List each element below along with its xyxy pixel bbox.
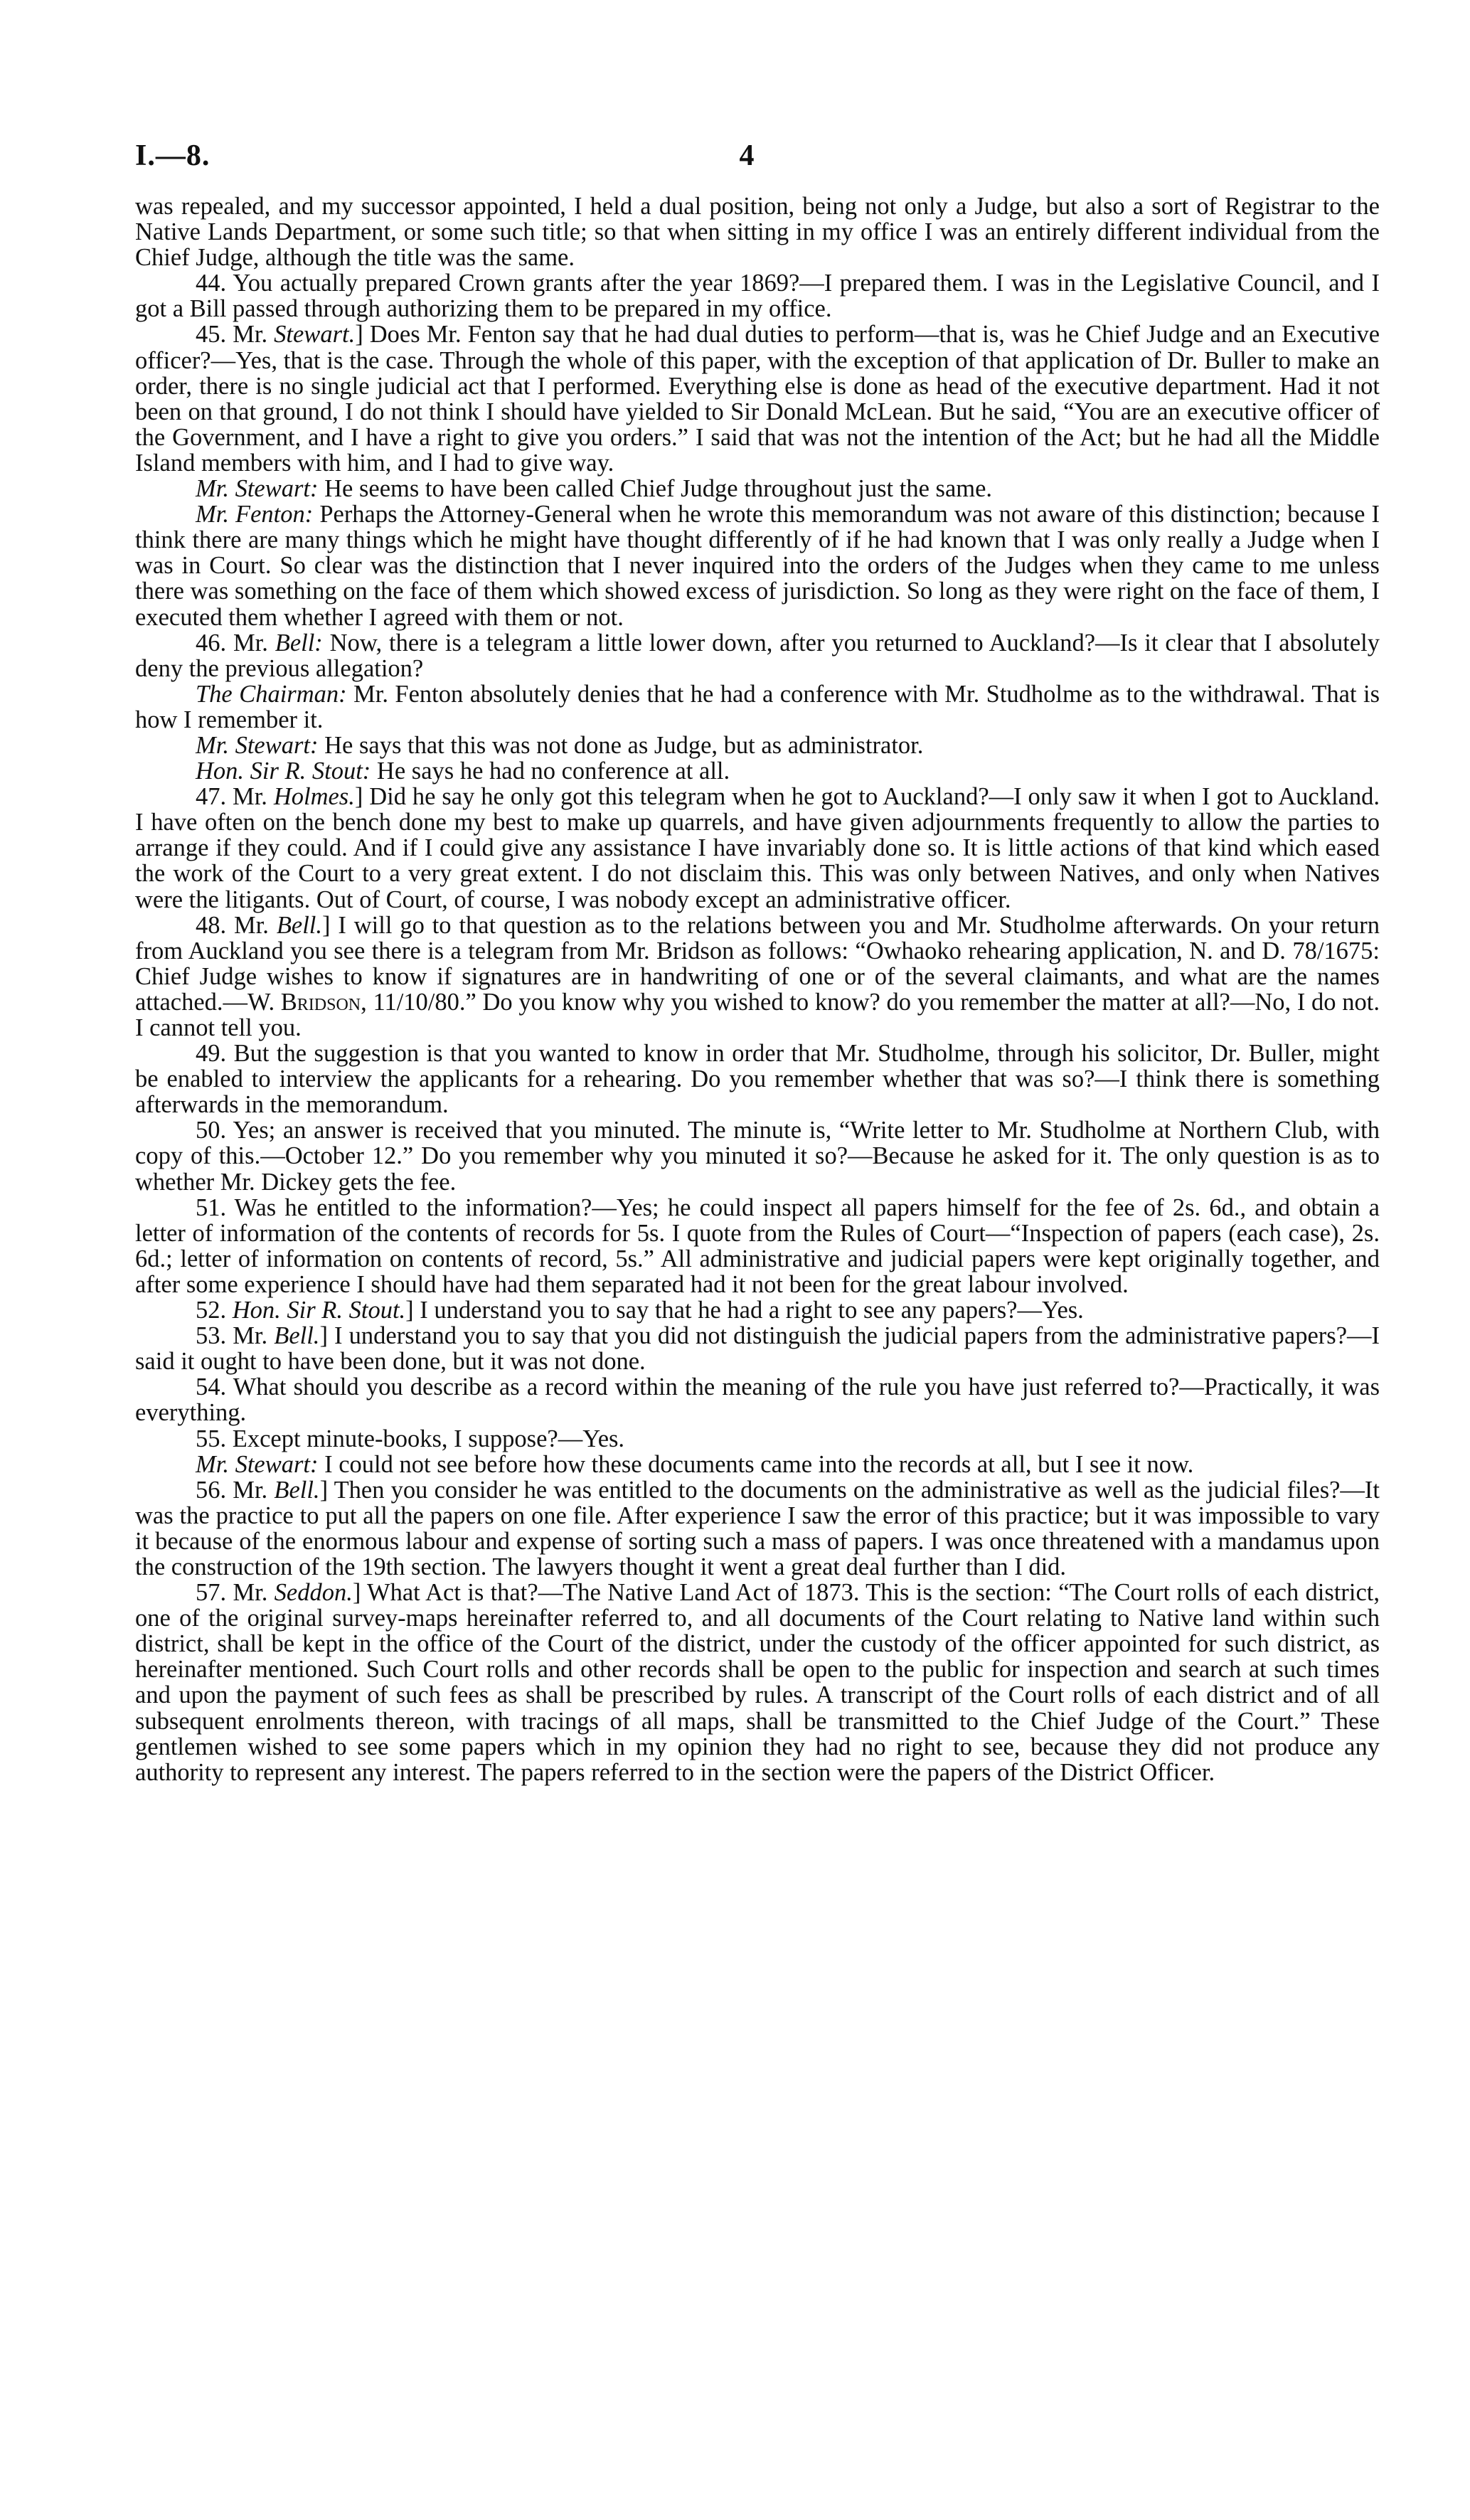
paragraph: 45. Mr. Stewart.] Does Mr. Fenton say that he had dual duties to perform—that is, was he Chief Judge and an Executive officer?—Yes, that is the case. Through the whole of this paper, with the exception of that application of Dr. Buller to make an order, there is no single judicial act that I performed. Everything else is done as head of the executive department. Had it not been on that ground, I do not think I should have yielded to Sir Donald McLean. But he said, “You are an executive officer of the Government, and I have a right to give you orders.” I said that was not the intention of the Act; but he had all the Middle Island members with him, and I had to give way.	[135, 321, 1380, 477]
speaker-name: Holmes.	[273, 783, 355, 811]
paragraph: Mr. Stewart: He says that this was not done as Judge, but as administrator.	[196, 731, 924, 759]
paragraph: Mr. Stewart: He seems to have been called Chief Judge throughout just the same.	[196, 475, 993, 503]
paragraph: 53. Mr. Bell.] I understand you to say that you did not distinguish the judicial papers from the administrative papers?—I said it ought to have been done, but it was not done.	[135, 1322, 1380, 1376]
paragraph: 52. Hon. Sir R. Stout.] I understand you to say that he had a right to see any papers?—Yes.	[196, 1297, 1084, 1324]
speaker-name: Bell.	[274, 1322, 320, 1350]
speaker-name: Mr. Stewart:	[196, 475, 319, 503]
paragraph: 47. Mr. Holmes.] Did he say he only got this telegram when he got to Auckland?—I only saw it when I got to Auckland. I have often on the bench done my best to make up quarrels, and have given adjournments frequently to allow the parties to arrange if they could. And if I could give any assistance I have invariably done so. It is little actions of that kind which eased the work of the Court to a very great extent. I do not disclaim this. This was only between Natives, and only when Natives were the litigants. Out of Court, of course, I was nobody except an administrative officer.	[135, 783, 1380, 913]
speaker-name: Bell.	[276, 911, 322, 939]
paragraph: 44. You actually prepared Crown grants after the year 1869?—I prepared them. I was in the Legislative Council, and I got a Bill passed through authorizing them to be prepared in my office.	[135, 270, 1380, 323]
speaker-name: Mr. Fenton:	[196, 501, 314, 528]
paragraph: 51. Was he entitled to the information?—Yes; he could inspect all papers himself for the fee of 2s. 6d., and obtain a letter of information of the contents of records for 5s. I quote from the Rules of Court—“Inspection of papers (each case), 2s. 6d.; letter of information on contents of record, 5s.” All administrative and judicial papers were kept originally together, and after some experience I should have had them separated had it not been for the great labour involved.	[135, 1193, 1380, 1298]
paragraph: 54. What should you describe as a record within the meaning of the rule you have just referred to?—Practically, it was everything.	[135, 1373, 1380, 1427]
document-reference: I.—8.	[135, 139, 211, 172]
document-body	[135, 193, 1380, 1785]
speaker-name: Bell:	[275, 629, 323, 656]
paragraph: was repealed, and my successor appointed, I held a dual position, being not only a Judge, but also a sort of Registrar to the Native Lands Department, or some such title; so that when sitting in my office I was an entirely different individual from the Chief Judge, although the title was the same.	[135, 193, 1380, 272]
telegram-signature: W. Bridson	[247, 988, 361, 1016]
paragraph: Mr. Fenton: Perhaps the Attorney-General when he wrote this memorandum was not aware of this distinction; because I think there are many things which he might have thought differently of if he had known that I was only really a Judge when I was in Court. So clear was the distinction that I never inquired into the orders of the Judges when they came to me unless there was something on the face of them which showed excess of jurisdiction. So long as they were right on the face of them, I executed them whether I agreed with them or not.	[135, 501, 1380, 631]
speaker-name: Mr. Stewart:	[196, 1450, 319, 1478]
page-number: 4	[739, 139, 755, 172]
speaker-name: Hon. Sir R. Stout.	[232, 1297, 406, 1324]
speaker-name: Bell.	[274, 1476, 320, 1504]
speaker-name: Hon. Sir R. Stout:	[196, 757, 371, 785]
speaker-name: Mr. Stewart:	[196, 731, 319, 759]
speaker-name: The Chairman:	[196, 680, 347, 708]
paragraph: 55. Except minute-books, I suppose?—Yes.	[196, 1425, 625, 1452]
paragraph: 57. Mr. Seddon.] What Act is that?—The Native Land Act of 1873. This is the section: “The Court rolls of each district, one of the original survey-maps hereinafter referred to, and all documents of the Court relating to Native land within such district, shall be kept in the office of the Court of the district, under the custody of the officer appointed for such district, as hereinafter mentioned. Such Court rolls and other records shall be open to the public for inspection and search at such times and upon the payment of such fees as shall be prescribed by rules. A transcript of the Court rolls of each district and of all subsequent enrolments thereon, with tracings of all maps, shall be transmitted to the Chief Judge of the Court.” These gentlemen wished to see some papers which in my opinion they had no right to see, because they did not produce any authority to represent any interest. The papers referred to in the section were the papers of the District Officer.	[135, 1579, 1380, 1786]
paragraph: The Chairman: Mr. Fenton absolutely denies that he had a conference with Mr. Studholme as to the withdrawal. That is how I remember it.	[135, 680, 1380, 733]
page-header	[135, 139, 1380, 181]
paragraph: Hon. Sir R. Stout: He says he had no conference at all.	[196, 757, 730, 785]
paragraph: Mr. Stewart: I could not see before how these documents came into the records at all, but I see it now.	[196, 1450, 1194, 1478]
paragraph: 50. Yes; an answer is received that you minuted. The minute is, “Write letter to Mr. Studholme at Northern Club, with copy of this.—October 12.” Do you remember why you minuted it so?—Because he asked for it. The only question is as to whether Mr. Dickey gets the fee.	[135, 1117, 1380, 1196]
paragraph: 46. Mr. Bell: Now, there is a telegram a little lower down, after you returned to Auckland?—Is it clear that I absolutely deny the previous allegation?	[135, 629, 1380, 682]
speaker-name: Stewart.	[274, 321, 356, 349]
speaker-name: Seddon.	[274, 1579, 353, 1607]
paragraph: 48. Mr. Bell.] I will go to that question as to the relations between you and Mr. Studholme afterwards. On your return from Auckland you see there is a telegram from Mr. Bridson as follows: “Owhaoko rehearing application, N. and D. 78/1675: Chief Judge wishes to know if signatures are in handwriting of one or of the several claimants, and what are the names attached.—W. Bridson, 11/10/80.” Do you know why you wished to know? do you remember the matter at all?—No, I do not. I cannot tell you.	[135, 911, 1380, 1041]
paragraph: 56. Mr. Bell.] Then you consider he was entitled to the documents on the administrative as well as the judicial files?—It was the practice to put all the papers on one file. After experience I saw the error of this practice; but it was impossible to vary it because of the enormous labour and expense of sorting such a mass of papers. I was once threatened with a mandamus upon the construction of the 19th section. The lawyers thought it went a great deal further than I did.	[135, 1476, 1380, 1580]
paragraph: 49. But the suggestion is that you wanted to know in order that Mr. Studholme, through his solicitor, Dr. Buller, might be enabled to interview the applicants for a rehearing. Do you remember whether that was so?—I think there is something afterwards in the memorandum.	[135, 1040, 1380, 1119]
